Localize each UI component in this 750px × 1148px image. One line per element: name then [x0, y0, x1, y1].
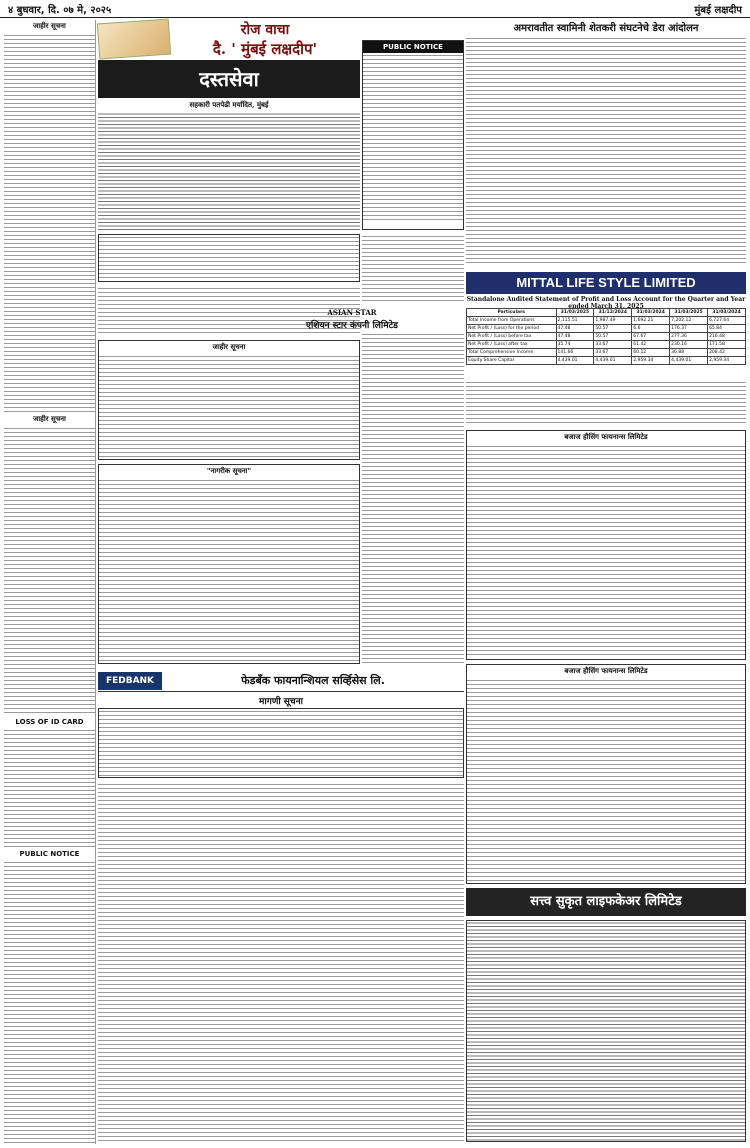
notice2-title: जाहीर सूचना [33, 415, 66, 423]
fedbank-header [98, 670, 464, 692]
right-headline: अमरावतीत स्वामिनी शेतकरी संघटनेचे डेरा आंदोलन [513, 23, 699, 34]
lost-id-title: LOSS OF ID CARD [15, 718, 84, 726]
jahir-suchana-box: जाहीर सूचना [98, 340, 360, 460]
fedbank-logo: FEDBANK [98, 672, 162, 690]
table-row: Total Comprehensive Income 141.66 33.67 60.12 36.88 208.42 [467, 349, 746, 357]
table-row: Net Profit / (Loss) for the period 47.48 50.57 6.6 176.37 65.84 [467, 325, 746, 333]
banner-line2: दै. ' मुंबई लक्षदीप' [212, 39, 318, 58]
public-notice-mid: PUBLIC NOTICE [362, 40, 464, 230]
page-header [0, 0, 750, 18]
table-row: Net Profit / (Loss) before tax 47.48 50.57 67.67 277.36 216.48 [467, 333, 746, 341]
mittal-table: Particulars 31/03/2025 31/12/2024 31/03/2024 31/03/2025 31/03/2024 Total Income from Operations 2,115.51 1,987.49 1,692.21 7,202.12 6,727.64 Net Profit / (Loss) for the period 47.48 50.57 6.6 176.37 65.84 Net Profit / (Loss) before tax 47.48 50.57 67.67 277.36 216.48 Net Profit / (Loss) after tax 35.74 33.67 61.42 230.16 171.58 Total Comprehensive Income 141.66 33.67 60.12 36.88 208.42 Equity Share Capital 4,439.01 4,439.01 2,959.34 4,439.01 2,959.34 [466, 308, 746, 365]
left-column [4, 20, 96, 1144]
bajaj-notice-1: बजाज हौसिंग फायनान्स लिमिटेड [466, 430, 746, 660]
public-notice-left-title: PUBLIC NOTICE [19, 850, 80, 858]
dastseva-subtitle: सहकारी पतपेढी मर्यादित, मुंबई [189, 100, 269, 109]
satva-title: सत्त्व सुकृत लाइफकेअर लिमिटेड [466, 888, 746, 916]
table-row: Equity Share Capital 4,439.01 4,439.01 2,959.34 4,439.01 2,959.34 [467, 357, 746, 365]
notice1-title: जाहीर सूचना [33, 22, 66, 30]
fedbank-name: फेडबँक फायनान्शियल सर्व्हिसेस लि. [241, 674, 385, 687]
dastseva-table [98, 234, 360, 282]
page-number: ४ बुधवार, दि. ०७ मे, २०२५ [8, 4, 112, 16]
table-row: Total Income from Operations 2,115.51 1,987.49 1,692.21 7,202.12 6,727.64 [467, 317, 746, 325]
satva-table [466, 920, 746, 1142]
banner-line1: रोज वाचा [240, 21, 290, 38]
masthead: मुंबई लक्षदीप [694, 4, 742, 16]
fedbank-sub: मागणी सूचना [259, 697, 303, 707]
mittal-statement: Standalone Audited Statement of Profit and Loss Account for the Quarter and Year ended March 31, 2025 [466, 296, 746, 310]
mittal-title: MITTAL LIFE STYLE LIMITED [466, 272, 746, 294]
asian-star-title: एशियन स्टार कंपनी लिमिटेड [306, 321, 398, 331]
nagrik-suchana-box: "नागरीक सूचना" [98, 464, 360, 664]
bajaj-notice-2: बजाज हौसिंग फायनान्स लिमिटेड [466, 664, 746, 884]
fedbank-table [98, 708, 464, 778]
dastseva-title: दस्तसेवा [98, 60, 360, 98]
newspaper-ad-banner [98, 20, 360, 58]
asian-star-name: ASIAN STAR [327, 308, 377, 317]
table-row: Net Profit / (Loss) after tax 35.74 33.67 61.42 230.16 171.58 [467, 341, 746, 349]
newspaper-image [97, 19, 171, 60]
